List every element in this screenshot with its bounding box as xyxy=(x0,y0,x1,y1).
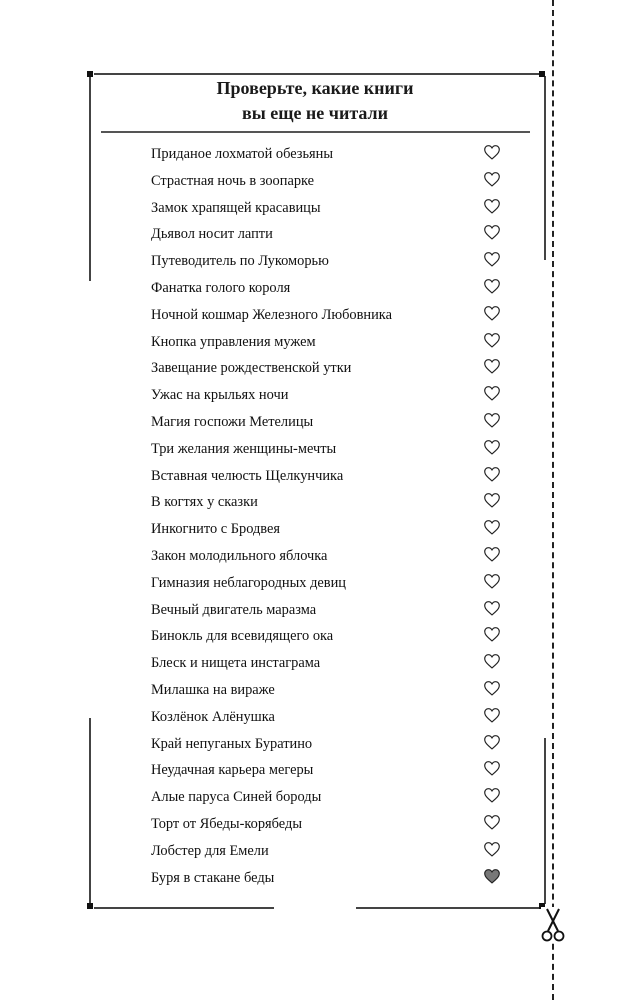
heart-icon[interactable] xyxy=(483,546,501,562)
book-title: Дьявол носит лапти xyxy=(151,226,273,243)
list-item xyxy=(151,489,511,516)
list-item xyxy=(151,516,511,543)
list-item xyxy=(151,757,511,784)
heart-icon[interactable] xyxy=(483,787,501,803)
heart-icon[interactable] xyxy=(483,653,501,669)
book-title: Лобстер для Емели xyxy=(151,842,269,859)
list-item xyxy=(151,248,511,275)
heart-icon[interactable] xyxy=(483,332,501,348)
book-title: Гимназия неблагородных девиц xyxy=(151,574,346,591)
book-title: Магия госпожи Метелицы xyxy=(151,413,314,430)
heart-filled-icon[interactable] xyxy=(483,868,501,884)
heart-icon[interactable] xyxy=(483,519,501,535)
frame-top-edge xyxy=(94,73,540,75)
list-item xyxy=(151,704,511,731)
list-item xyxy=(151,650,511,677)
heart-icon[interactable] xyxy=(483,412,501,428)
heart-icon[interactable] xyxy=(483,814,501,830)
list-item xyxy=(151,597,511,624)
list-item xyxy=(151,382,511,409)
book-title: Три желания женщины-мечты xyxy=(151,440,337,457)
book-title: Приданое лохматой обезьяны xyxy=(151,146,334,162)
heart-icon[interactable] xyxy=(483,305,501,321)
scissors-icon xyxy=(541,907,565,943)
page-title-line-2: вы еще не читали xyxy=(241,103,389,123)
list-item xyxy=(151,221,511,248)
book-title: Милашка на вираже xyxy=(151,681,275,698)
list-item xyxy=(151,623,511,650)
book-title: Бинокль для всевидящего ока xyxy=(151,628,334,645)
frame-bottom-edge-right xyxy=(356,907,540,909)
frame-corner-top-left xyxy=(87,71,93,77)
book-title: Козлёнок Алёнушка xyxy=(151,708,275,725)
title-divider xyxy=(101,131,530,133)
list-item xyxy=(151,275,511,302)
list-item xyxy=(151,302,511,329)
list-item xyxy=(151,811,511,838)
heart-icon[interactable] xyxy=(483,358,501,374)
book-list xyxy=(151,141,511,891)
frame-left-edge-lower xyxy=(89,718,91,904)
book-title: Неудачная карьера мегеры xyxy=(151,762,314,779)
book-title: Ночной кошмар Железного Любовника xyxy=(151,306,392,323)
book-title: Фанатка голого короля xyxy=(151,279,291,296)
list-item xyxy=(151,436,511,463)
list-item xyxy=(151,409,511,436)
book-title: Закон молодильного яблочка xyxy=(151,547,328,564)
frame-left-edge-upper xyxy=(89,76,91,281)
book-title: Путеводитель по Лукоморью xyxy=(151,253,329,270)
list-item xyxy=(151,329,511,356)
book-title: Ужас на крыльях ночи xyxy=(151,387,289,404)
book-title: В когтях у сказки xyxy=(151,494,258,511)
book-title: Алые паруса Синей бороды xyxy=(151,789,322,806)
book-title: Буря в стакане беды xyxy=(151,869,275,886)
book-title: Блеск и нищета инстаграма xyxy=(151,655,321,672)
list-item xyxy=(151,865,511,892)
heart-icon[interactable] xyxy=(483,760,501,776)
heart-icon[interactable] xyxy=(483,466,501,482)
heart-icon[interactable] xyxy=(483,171,501,187)
list-item xyxy=(151,141,511,168)
list-item xyxy=(151,195,511,222)
book-title: Край непуганых Буратино xyxy=(151,735,313,752)
heart-icon[interactable] xyxy=(483,144,501,160)
book-title: Вечный двигатель маразма xyxy=(151,601,317,618)
heart-icon[interactable] xyxy=(483,251,501,267)
frame-right-edge-upper xyxy=(544,76,546,260)
list-item xyxy=(151,355,511,382)
heart-icon[interactable] xyxy=(483,492,501,508)
list-item xyxy=(151,463,511,490)
heart-icon[interactable] xyxy=(483,278,501,294)
heart-icon[interactable] xyxy=(483,734,501,750)
heart-icon[interactable] xyxy=(483,198,501,214)
heart-icon[interactable] xyxy=(483,385,501,401)
heart-icon[interactable] xyxy=(483,224,501,240)
book-title: Кнопка управления мужем xyxy=(151,333,316,350)
book-title: Страстная ночь в зоопарке xyxy=(151,172,315,189)
book-title: Торт от Ябеды-корябеды xyxy=(151,815,302,832)
list-item xyxy=(151,168,511,195)
frame-right-edge-lower xyxy=(544,738,546,904)
heart-icon[interactable] xyxy=(483,626,501,642)
frame-corner-bottom-left xyxy=(87,903,93,909)
frame-corner-top-right xyxy=(539,71,545,77)
list-item xyxy=(151,677,511,704)
heart-icon[interactable] xyxy=(483,707,501,723)
book-title: Инкогнито с Бродвея xyxy=(151,521,281,538)
list-item xyxy=(151,838,511,865)
book-title: Завещание рождественской утки xyxy=(151,360,352,377)
book-title: Замок храпящей красавицы xyxy=(151,199,321,216)
list-item xyxy=(151,543,511,570)
list-item xyxy=(151,731,511,758)
page-title-line-1: Проверьте, какие книги xyxy=(216,78,414,98)
frame-bottom-edge-left xyxy=(94,907,274,909)
list-item xyxy=(151,784,511,811)
list-item xyxy=(151,570,511,597)
heart-icon[interactable] xyxy=(483,573,501,589)
heart-icon[interactable] xyxy=(483,439,501,455)
book-title: Вставная челюсть Щелкунчика xyxy=(151,467,344,484)
heart-icon[interactable] xyxy=(483,600,501,616)
heart-icon[interactable] xyxy=(483,680,501,696)
heart-icon[interactable] xyxy=(483,841,501,857)
page-title xyxy=(100,76,530,126)
cut-line xyxy=(552,0,554,1000)
